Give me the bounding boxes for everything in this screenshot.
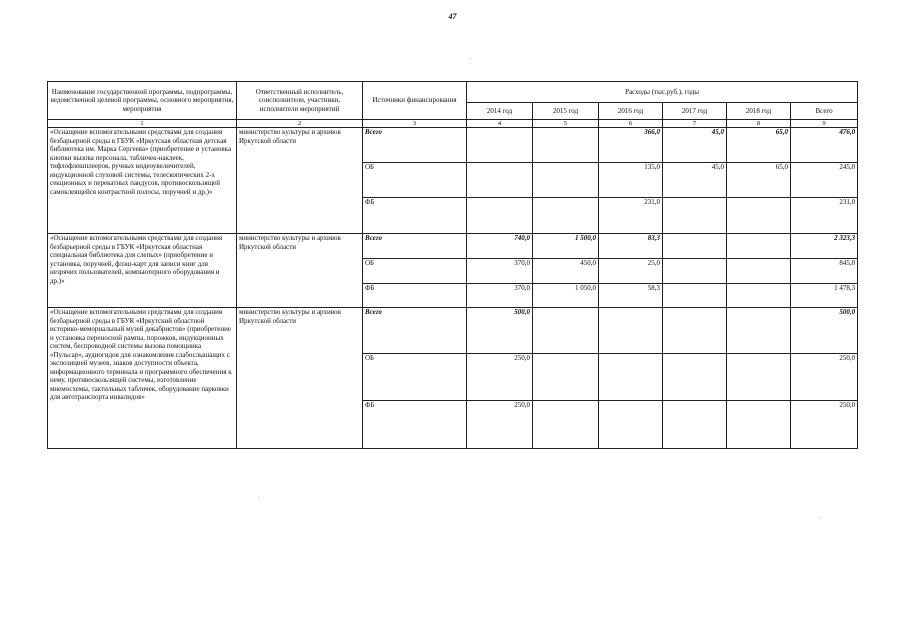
funding-source: ОБ [363, 259, 467, 284]
table-row [48, 308, 858, 354]
table-row [48, 234, 858, 259]
column-number: 1 [48, 120, 237, 128]
value-cell [599, 354, 663, 401]
value-cell [533, 401, 599, 449]
value-cell: 25,0 [599, 259, 663, 284]
header-year-2018: 2018 год [727, 103, 791, 120]
funding-source: Всего [363, 308, 467, 354]
value-cell: 450,0 [533, 259, 599, 284]
value-cell [663, 401, 727, 449]
value-cell [533, 354, 599, 401]
value-cell [727, 284, 791, 308]
header-year-2017: 2017 год [663, 103, 727, 120]
value-cell: 45,0 [663, 163, 727, 198]
value-cell [727, 198, 791, 234]
value-cell: 135,0 [599, 163, 663, 198]
header-name: Наименование государственной программы, подпрограммы, ведомственной целевой программы, основного мероприятия, мероприятия [48, 82, 237, 120]
value-cell: 250,0 [467, 401, 533, 449]
header-responsible: Ответственный исполнитель, соисполнители, участники, исполнители мероприятий [237, 82, 363, 120]
value-cell [533, 198, 599, 234]
value-cell: 2 323,3 [791, 234, 858, 259]
value-cell: 366,0 [599, 128, 663, 163]
value-cell [663, 354, 727, 401]
scan-speck [820, 517, 821, 518]
event-responsible: министерство культуры и архивов Иркутской области [237, 128, 363, 234]
value-cell [533, 308, 599, 354]
value-cell: 740,0 [467, 234, 533, 259]
header-expenses: Расходы (тыс.руб.), годы [467, 82, 858, 103]
value-cell: 1 478,3 [791, 284, 858, 308]
value-cell [533, 128, 599, 163]
value-cell: 45,0 [663, 128, 727, 163]
column-number: 8 [727, 120, 791, 128]
event-responsible: министерство культуры и архивов Иркутской области [237, 308, 363, 449]
value-cell: 245,0 [791, 163, 858, 198]
funding-source: ФБ [363, 401, 467, 449]
header-total: Всего [791, 103, 858, 120]
value-cell: 65,0 [727, 128, 791, 163]
value-cell: 83,3 [599, 234, 663, 259]
value-cell: 231,0 [791, 198, 858, 234]
column-number: 2 [237, 120, 363, 128]
header-year-2015: 2015 год [533, 103, 599, 120]
value-cell: 250,0 [791, 401, 858, 449]
funding-source: ФБ [363, 198, 467, 234]
value-cell [663, 259, 727, 284]
table-row [48, 128, 858, 163]
scan-speck [470, 58, 471, 59]
value-cell [663, 308, 727, 354]
value-cell [727, 259, 791, 284]
header-source: Источники финансирования [363, 82, 467, 120]
value-cell: 845,0 [791, 259, 858, 284]
value-cell [599, 401, 663, 449]
value-cell [467, 163, 533, 198]
value-cell [727, 354, 791, 401]
value-cell [467, 198, 533, 234]
funding-source: Всего [363, 234, 467, 259]
scan-speck [258, 497, 259, 498]
header-year-2016: 2016 год [599, 103, 663, 120]
value-cell [467, 128, 533, 163]
column-number: 5 [533, 120, 599, 128]
value-cell: 370,0 [467, 259, 533, 284]
event-responsible: министерство культуры и архивов Иркутской области [237, 234, 363, 308]
column-number: 4 [467, 120, 533, 128]
event-name: «Оснащение вспомогательными средствами для создания безбарьерной среды в ГБУК «Иркутский областной историко-мемориальный музей декабристов» (приобретение и установка переносной рампы, порожков, индукционных систем, беспроводной системы вызова помощника «Пульсар», аудиогидов для ознакомления слабослышащих с экспозицией музеев, знаков доступности объекта, информационного терминала и программного обеспечения к нему, противоскользящей системы, изготовление мнемосхемы, тактильных табличек, оборудование парковки для автотранспорта инвалидов» [48, 308, 237, 449]
value-cell [727, 401, 791, 449]
value-cell: 370,0 [467, 284, 533, 308]
value-cell [599, 308, 663, 354]
value-cell: 250,0 [791, 354, 858, 401]
header-year-2014: 2014 год [467, 103, 533, 120]
value-cell [533, 163, 599, 198]
funding-source: ФБ [363, 284, 467, 308]
value-cell: 231,0 [599, 198, 663, 234]
value-cell: 58,3 [599, 284, 663, 308]
page-number: 47 [448, 12, 457, 21]
budget-table [47, 81, 858, 449]
funding-source: Всего [363, 128, 467, 163]
value-cell: 1 500,0 [533, 234, 599, 259]
value-cell: 1 050,0 [533, 284, 599, 308]
value-cell: 500,0 [791, 308, 858, 354]
value-cell [727, 234, 791, 259]
value-cell: 476,0 [791, 128, 858, 163]
column-number: 7 [663, 120, 727, 128]
event-name: «Оснащение вспомогательными средствами для создания безбарьерной среды в ГБУК «Иркутская областная специальная библиотека для слепых» (приобретение и установка, поручней, флэш-карт для записи книг для незрячих пользователей, компьютерного оборудования и др.)» [48, 234, 237, 308]
funding-source: ОБ [363, 163, 467, 198]
value-cell: 65,0 [727, 163, 791, 198]
column-number: 9 [791, 120, 858, 128]
value-cell [727, 308, 791, 354]
event-name: «Оснащение вспомогательными средствами для создания безбарьерной среды в ГБУК «Иркутская областная детская библиотека им. Марка Сергеева» (приобретение и установка кнопки вызова персонала, табличек-наклеек, тифлофлешплееров, ручных видеоувеличителей, индукционной слуховой системы, телескопических 2-х секционных и перекатных пандусов, противоскользящей самоклеящейся контрастной полосы, поручней и др.)» [48, 128, 237, 234]
value-cell [663, 284, 727, 308]
value-cell [663, 234, 727, 259]
funding-source: ОБ [363, 354, 467, 401]
column-number: 3 [363, 120, 467, 128]
value-cell: 500,0 [467, 308, 533, 354]
value-cell: 250,0 [467, 354, 533, 401]
value-cell [663, 198, 727, 234]
column-number: 6 [599, 120, 663, 128]
